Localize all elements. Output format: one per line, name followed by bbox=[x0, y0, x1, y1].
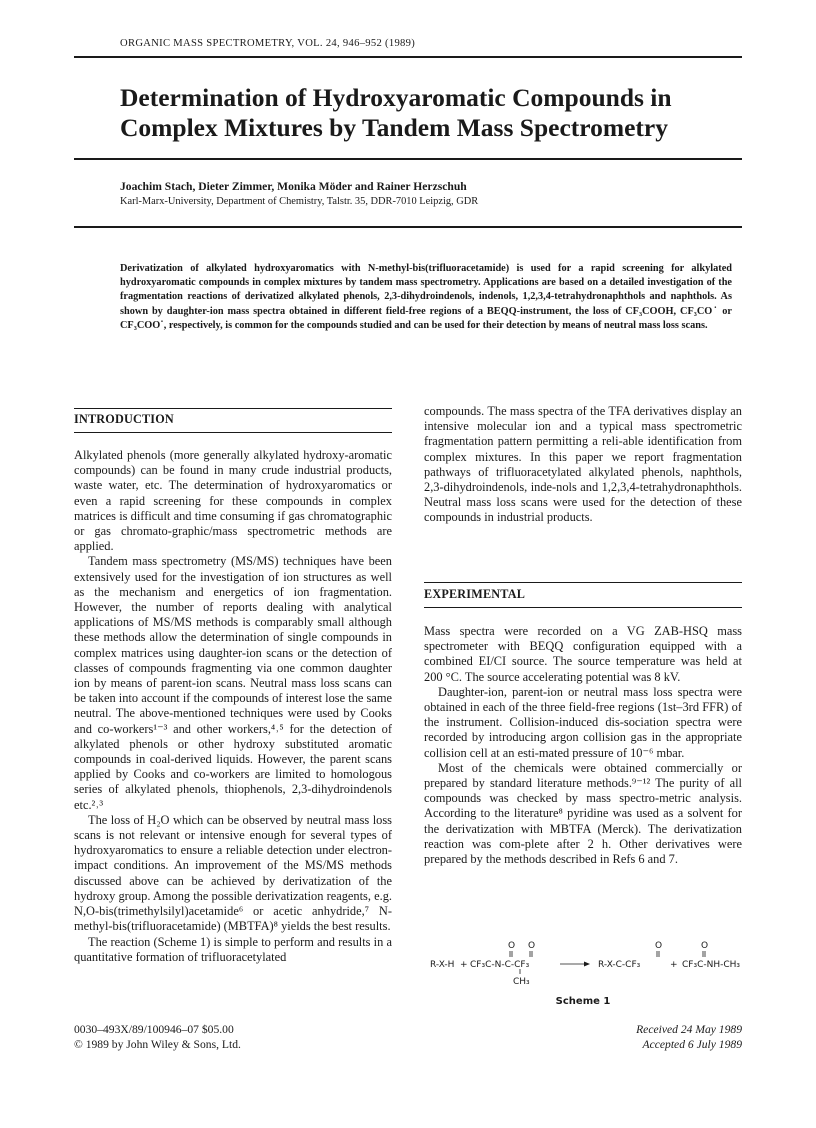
title-rule bbox=[74, 158, 742, 160]
experimental-paragraph-2: Daughter-ion, parent-ion or neutral mass loss spectra were obtained in each of the three field-free regions (1st–3rd FFR) of the instrument. Collision-induced dis-sociation spectra were recorded by introducing argon collision gas in the appropriate collision cell at an esti-mated pressure of 10⁻⁶ mbar. bbox=[424, 684, 742, 760]
header-rule bbox=[74, 56, 742, 58]
scheme-methyl: CH₃ bbox=[513, 977, 530, 987]
accepted-date: Accepted 6 July 1989 bbox=[642, 1038, 742, 1051]
abstract: Derivatization of alkylated hydroxyaromatics with N-methyl-bis(trifluoracetamide) is used for a rapid screening for alkylated hydroxyaromatic compounds in complex mixtures by tandem mass spectrometry. Applications are based on a detailed investigation of the fragmentation reactions of derivatized alkylated phenols, 2,3-dihydroindenols, indenols, 1,2,3,4-tetrahydronaphthols and naphthols. As shown by daughter-ion mass spectra obtained in different field-free regions of a BEQQ-instrument, the loss of CF₃COOH, CF₃CO˙ or CF₃COO˙, respectively, is common for the compounds studied and can be used for their detection by means of neutral mass loss scans. bbox=[120, 263, 732, 331]
reaction-arrow-icon bbox=[584, 962, 590, 967]
scheme-plus: + bbox=[670, 960, 678, 970]
scheme-oxygen: O bbox=[701, 941, 709, 951]
experimental-heading: EXPERIMENTAL bbox=[424, 587, 526, 601]
intro-paragraph-2: Tandem mass spectrometry (MS/MS) techniques have been extensively used for the investigation of ion structures as well as the mechanism and energetics of ion fragmentation. However, the number of reports dealing with analytical applications of MS/MS methods is comparably small although these methods allow the determination of single compounds in complex matrices using daughter-ion scans or the detection of classes of compounds fragmenting via one common daughter ion by means of parent-ion scans. Neutral mass loss scans can be taken into account if the compounds of interest lose the same neutral. The above-mentioned techniques were used by Cooks and co-workers¹⁻³ and other workers,⁴˒⁵ for the detection of alkylated phenols or other hydroxy substituted aromatic compounds in coal-derived liquids. However, the parent scans applied by Cooks and co-workers are limited to homologous series of alkylated phenols, thiophenols, 2,3-dihydroindenols etc.²˒³ bbox=[74, 554, 392, 812]
scheme-label: Scheme 1 bbox=[555, 996, 611, 1007]
experimental-body bbox=[424, 624, 742, 867]
experimental-paragraph-1: Mass spectra were recorded on a VG ZAB-HSQ mass spectrometer with BEQQ configuration equipped with a combined EI/CI source. The source temperature was held at 200 °C. The source accelerating potential was 8 kV. bbox=[424, 624, 742, 684]
scheme-1-reaction bbox=[424, 936, 742, 1002]
scheme-reactant-2: CF₃C-N-C-CF₃ bbox=[470, 960, 530, 970]
intro-paragraph-4: The reaction (Scheme 1) is simple to perform and results in a quantitative formation of trifluoracetylated bbox=[74, 934, 392, 964]
intro-paragraph-3: The loss of H₂O which can be observed by neutral mass loss scans is not relevant or intensive enough for several types of hydroxyaromatics to ensure a reliable detection under electron-impact conditions. An improvement of the MS/MS methods discussed above can be achieved by derivatization of the hydroxy group. Among the possible derivatization reagents, e.g. N,O-bis(trimethylsilyl)acetamide⁶ or acetic anhydride,⁷ N-methyl-bis(trifluoracetamide) (MBTFA)⁸ yields the best results. bbox=[74, 812, 392, 934]
experimental-top-rule bbox=[424, 582, 742, 583]
copyright-notice: © 1989 by John Wiley & Sons, Ltd. bbox=[74, 1038, 241, 1051]
footer-publication-info bbox=[74, 1022, 241, 1052]
author-list: Joachim Stach, Dieter Zimmer, Monika Möder and Rainer Herzschuh bbox=[120, 180, 467, 193]
intro-paragraph-1: Alkylated phenols (more generally alkylated hydroxy-aromatic compounds) can be found in many crude industrial products, waste water, etc. The determination of hydroxyaromatics or even a rapid screening for these compounds in complex matrices is difficult and time consuming if gas chromatographic or gas chromato-graphic/mass spectrometric methods are applied. bbox=[74, 448, 392, 554]
article-title: Determination of Hydroxyaromatic Compounds in Complex Mixtures by Tandem Mass Spectrometry bbox=[120, 83, 672, 142]
authors-rule bbox=[74, 226, 742, 228]
scheme-oxygen: O bbox=[528, 941, 536, 951]
intro-continued-paragraph: compounds. The mass spectra of the TFA derivatives display an intensive molecular ion and a typical mass spectrometric fragmentation pattern permitting a reli-able identification from complex mixtures. In this paper we report fragmentation pathways of trifluoracetylated alkylated phenols, naphthols, 2,3-dihydroindenols, inde-nols and 1,2,3,4-tetrahydronaphthols. Neutral mass loss scans were used for the detection of these compounds in industrial products. bbox=[424, 404, 742, 525]
experimental-paragraph-3: Most of the chemicals were obtained commercially or prepared by standard literature methods.⁹⁻¹² The purity of all compounds was checked by mass spectro-metric analysis. According to the literature⁸ pyridine was used as a solvent for the derivatization with MBTFA (Merck). The derivatization reaction was com-plete after 2 h. Other derivatives were prepared by the methods described in Refs 6 and 7. bbox=[424, 760, 742, 867]
footer-dates bbox=[560, 1022, 742, 1052]
journal-header: ORGANIC MASS SPECTROMETRY, VOL. 24, 946–952 (1989) bbox=[120, 38, 416, 49]
introduction-body bbox=[74, 448, 392, 965]
scheme-product-2: CF₃C-NH-CH₃ bbox=[682, 960, 741, 970]
intro-top-rule bbox=[74, 408, 392, 409]
experimental-bottom-rule bbox=[424, 607, 742, 608]
article-code: 0030–493X/89/100946–07 $05.00 bbox=[74, 1023, 234, 1036]
scheme-oxygen: O bbox=[508, 941, 516, 951]
scheme-oxygen: O bbox=[655, 941, 663, 951]
scheme-reactant-1: R-X-H bbox=[430, 960, 455, 970]
scheme-product-1: R-X-C-CF₃ bbox=[598, 960, 641, 970]
intro-continued bbox=[424, 404, 742, 526]
intro-bottom-rule bbox=[74, 432, 392, 433]
introduction-heading: INTRODUCTION bbox=[74, 412, 174, 426]
scheme-plus: + bbox=[460, 960, 468, 970]
affiliation: Karl-Marx-University, Department of Chemistry, Talstr. 35, DDR-7010 Leipzig, GDR bbox=[120, 196, 479, 207]
received-date: Received 24 May 1989 bbox=[636, 1023, 742, 1036]
